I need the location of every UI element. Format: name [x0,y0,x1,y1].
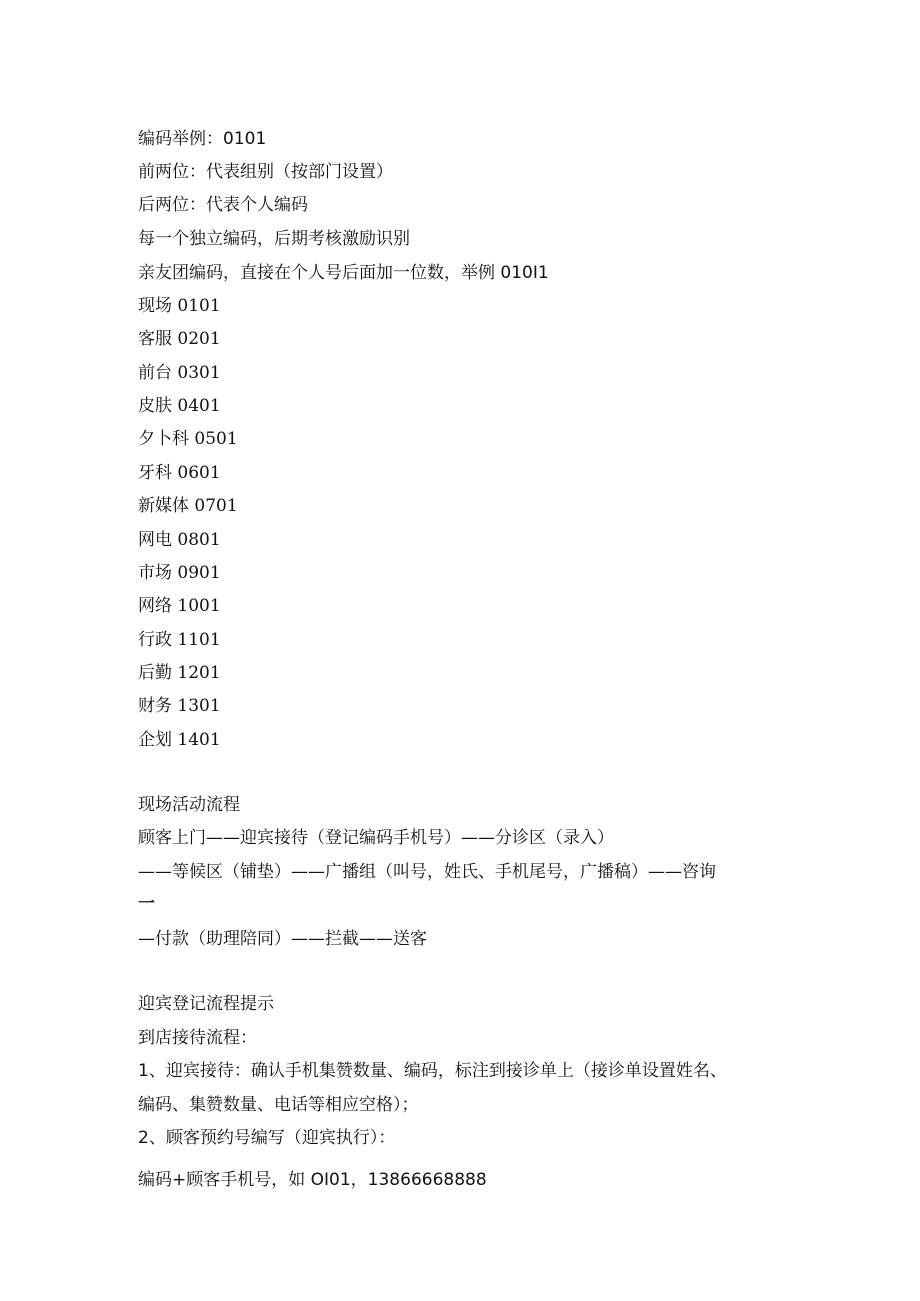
department-name: 牙科 [138,463,172,483]
department-item [138,662,221,684]
flow-line: —付款（助理陪同）——拦截——送客 [138,929,427,949]
flow-line: 一 [138,894,155,914]
intro-line: 亲友团编码，直接在个人号后面加一位数，举例 010I1 [138,263,549,283]
department-item [138,529,221,551]
reception-line: 到店接待流程： [138,1028,257,1048]
intro-line: 后两位：代表个人编码 [138,195,308,215]
department-name: 网电 [138,530,172,550]
department-name: 企划 [138,730,172,750]
department-code: 0301 [177,363,221,383]
department-name: 网络 [138,596,172,616]
department-item [138,729,221,751]
reception-line: 编码+顾客手机号，如 OI01，13866668888 [138,1170,487,1190]
department-code: 1401 [177,730,221,750]
intro-line: 前两位：代表组别（按部门设置） [138,162,393,182]
department-name: 前台 [138,363,172,383]
reception-line: 编码、集赞数量、电话等相应空格）； [138,1095,419,1115]
department-code: 0601 [177,463,221,483]
department-code: 1301 [177,696,221,716]
department-code: 1201 [177,663,221,683]
department-code: 0801 [177,530,221,550]
department-item [138,562,221,584]
department-code: 1101 [177,630,221,650]
department-name: 皮肤 [138,396,172,416]
department-name: 市场 [138,563,172,583]
department-code: 0101 [177,296,221,316]
flow-line: ——等候区（铺垫）——广播组（叫号，姓氏、手机尾号，广播稿）——咨询 [138,862,716,882]
department-name: 后勤 [138,663,172,683]
department-name: 行政 [138,630,172,650]
department-name: 现场 [138,296,172,316]
department-item [138,362,221,384]
department-item [138,695,221,717]
department-name: 夕卜科 [138,429,189,449]
department-code: 0701 [194,496,238,516]
department-item [138,395,221,417]
department-code: 1001 [177,596,221,616]
intro-line: 编码举例：0101 [138,129,267,149]
department-name: 新媒体 [138,496,189,516]
department-item [138,495,238,517]
department-item [138,328,221,350]
department-item [138,428,238,450]
department-code: 0401 [177,396,221,416]
intro-line: 每一个独立编码，后期考核激励识别 [138,229,410,249]
department-item [138,295,221,317]
reception-title: 迎宾登记流程提示 [138,994,274,1014]
department-name: 客服 [138,329,172,349]
reception-line: 2、顾客预约号编写（迎宾执行）： [138,1128,396,1148]
department-name: 财务 [138,696,172,716]
department-code: 0901 [177,563,221,583]
flow-line: 顾客上门——迎宾接待（登记编码手机号）——分诊区（录入） [138,828,614,848]
reception-line: 1、迎宾接待：确认手机集赞数量、编码，标注到接诊单上（接诊单设置姓名、 [138,1061,727,1081]
department-code: 0201 [177,329,221,349]
department-code: 0501 [194,429,238,449]
department-item [138,629,221,651]
department-item [138,595,221,617]
flow-title: 现场活动流程 [138,795,240,815]
department-item [138,462,221,484]
